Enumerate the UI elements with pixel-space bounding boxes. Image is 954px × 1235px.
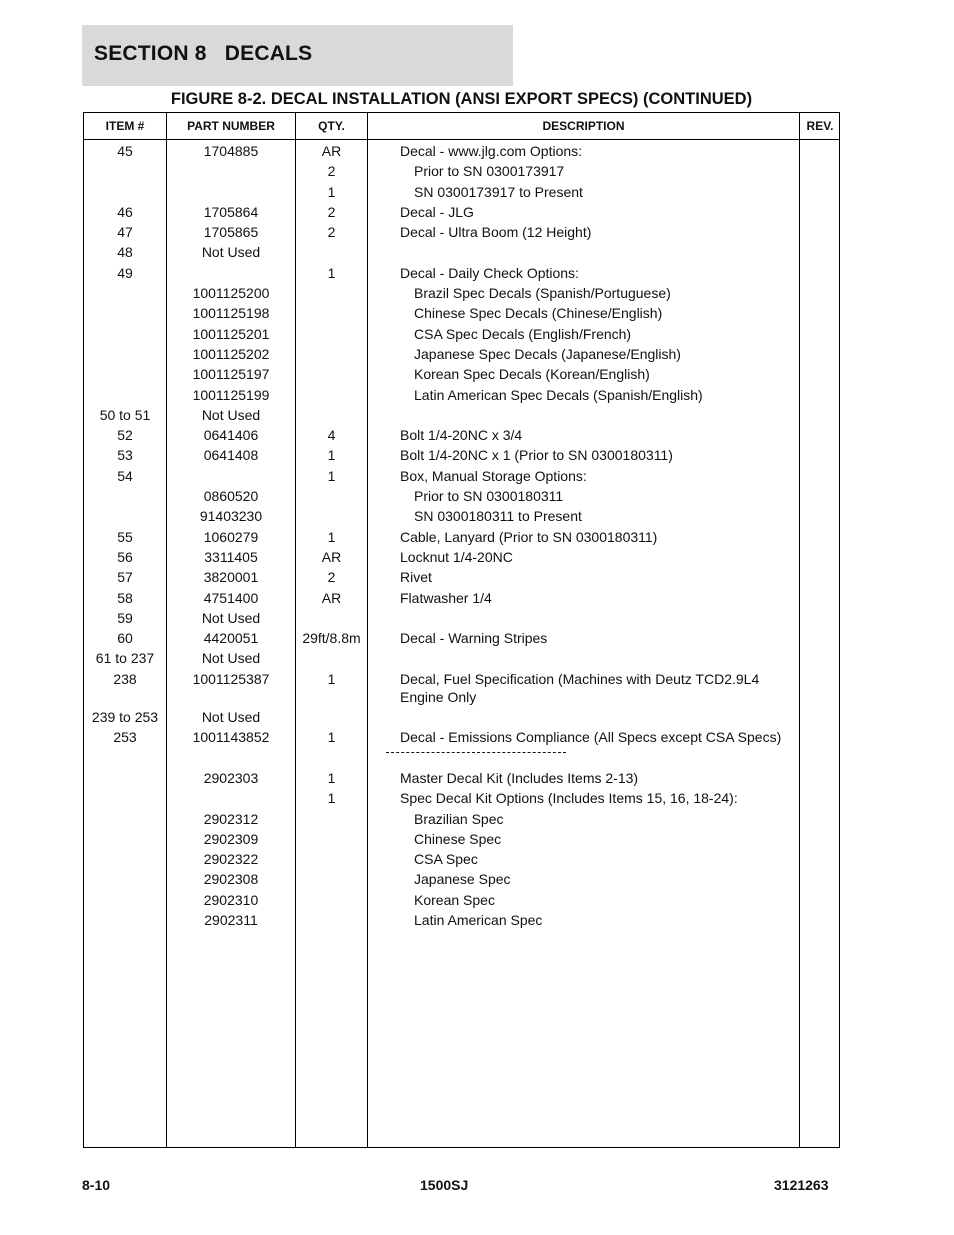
part-number-cell: 2902309 bbox=[203, 830, 259, 847]
item-cell: 48 bbox=[117, 244, 133, 261]
part-number-cell: 3311405 bbox=[204, 548, 258, 565]
table-row bbox=[84, 385, 839, 405]
description-cell: Decal - Daily Check Options: bbox=[400, 264, 579, 281]
part-number-cell: 1001125199 bbox=[192, 386, 270, 403]
part-number-cell: 2902322 bbox=[203, 851, 259, 868]
part-number-cell: 1001125387 bbox=[192, 670, 270, 687]
section-banner bbox=[82, 25, 513, 86]
description-cell: SN 0300180311 to Present bbox=[414, 508, 582, 525]
part-number-cell: 2902311 bbox=[204, 911, 258, 928]
item-cell: 60 bbox=[117, 630, 133, 647]
item-cell: 45 bbox=[117, 143, 133, 159]
table-row bbox=[84, 202, 839, 222]
description-cell: Decal - Emissions Compliance (All Specs except CSA Specs) bbox=[400, 729, 782, 746]
description-cell: Decal - www.jlg.com Options: bbox=[400, 143, 583, 159]
description-cell: Cable, Lanyard (Prior to SN 0300180311) bbox=[400, 528, 658, 545]
part-number-cell: 1060279 bbox=[203, 528, 259, 545]
description-cell: Bolt 1/4-20NC x 3/4 bbox=[400, 427, 523, 444]
qty-cell: 1 bbox=[327, 447, 336, 464]
table-row bbox=[84, 829, 839, 849]
description-cell: Latin American Spec Decals (Spanish/English) bbox=[414, 386, 703, 403]
header-item: ITEM # bbox=[105, 119, 145, 133]
table-row bbox=[84, 283, 839, 303]
part-number-cell: 0641406 bbox=[203, 427, 259, 444]
item-cell: 59 bbox=[117, 609, 133, 626]
qty-cell: AR bbox=[321, 589, 342, 606]
description-cell: Japanese Spec bbox=[414, 871, 511, 888]
qty-cell: 1 bbox=[327, 528, 336, 545]
part-number-cell: 1001125198 bbox=[192, 305, 270, 322]
table-row bbox=[84, 707, 839, 727]
description-cell: Box, Manual Storage Options: bbox=[400, 467, 587, 484]
description-cell bbox=[400, 242, 800, 243]
description-cell: Korean Spec Decals (Korean/English) bbox=[414, 366, 650, 383]
section-separator bbox=[84, 748, 839, 768]
description-cell bbox=[400, 608, 800, 609]
item-cell: 61 to 237 bbox=[95, 650, 155, 667]
item-cell: 49 bbox=[117, 264, 133, 281]
part-number-cell: 2902310 bbox=[203, 891, 259, 908]
qty-cell: AR bbox=[321, 143, 342, 159]
table-row bbox=[84, 527, 839, 547]
table-row bbox=[84, 890, 839, 910]
description-cell bbox=[400, 648, 800, 649]
description-cell: Decal - Warning Stripes bbox=[400, 630, 548, 647]
table-row bbox=[84, 486, 839, 506]
item-cell: 50 to 51 bbox=[99, 406, 151, 423]
description-cell: Rivet bbox=[400, 569, 432, 586]
item-cell: 58 bbox=[117, 589, 133, 606]
table-row bbox=[84, 344, 839, 364]
model-name: 1500SJ bbox=[420, 1177, 469, 1193]
part-number-cell: 1001143852 bbox=[192, 729, 270, 746]
description-cell: Bolt 1/4-20NC x 1 (Prior to SN 0300180311) bbox=[400, 447, 673, 464]
qty-cell: 1 bbox=[327, 769, 336, 786]
part-number-cell: 1001125202 bbox=[192, 345, 270, 362]
item-cell: 46 bbox=[117, 203, 133, 220]
description-cell bbox=[400, 405, 800, 406]
description-cell: Master Decal Kit (Includes Items 2-13) bbox=[400, 769, 639, 786]
table-row bbox=[84, 182, 839, 202]
table-row bbox=[84, 161, 839, 181]
description-cell: CSA Spec bbox=[414, 851, 478, 868]
document-number: 3121263 bbox=[774, 1177, 829, 1193]
qty-cell: 1 bbox=[327, 467, 336, 484]
table-row bbox=[84, 506, 839, 526]
part-number-cell: 1001125201 bbox=[192, 325, 270, 342]
table-row bbox=[84, 445, 839, 465]
header-description: DESCRIPTION bbox=[542, 119, 625, 133]
table-row bbox=[84, 141, 839, 161]
qty-cell: 2 bbox=[327, 203, 336, 220]
item-cell: 238 bbox=[113, 670, 137, 687]
description-cell: Chinese Spec bbox=[414, 830, 502, 847]
item-cell: 57 bbox=[117, 569, 133, 586]
section-title: SECTION 8 DECALS bbox=[94, 42, 313, 65]
table-row bbox=[84, 910, 839, 930]
table-row bbox=[84, 405, 839, 425]
part-number-cell: 4420051 bbox=[203, 630, 259, 647]
qty-cell: 1 bbox=[327, 183, 336, 200]
item-cell: 55 bbox=[117, 528, 133, 545]
description-cell: Decal - Ultra Boom (12 Height) bbox=[400, 224, 592, 241]
header-divider bbox=[84, 139, 839, 140]
qty-cell: 29ft/8.8m bbox=[302, 630, 361, 647]
table-row bbox=[84, 222, 839, 242]
table-row bbox=[84, 648, 839, 668]
part-number-cell: 3820001 bbox=[203, 569, 259, 586]
table-row bbox=[84, 869, 839, 889]
part-number-cell: 1705865 bbox=[203, 224, 259, 241]
table-row bbox=[84, 303, 839, 323]
qty-cell: 1 bbox=[327, 670, 336, 687]
table-row bbox=[84, 849, 839, 869]
part-number-cell: 0641408 bbox=[203, 447, 259, 464]
part-number-cell: Not Used bbox=[201, 709, 261, 726]
table-row bbox=[84, 588, 839, 608]
table-row bbox=[84, 466, 839, 486]
description-cell: Decal, Fuel Specification (Machines with Deutz TCD2.9L4 Engine Only bbox=[400, 670, 760, 705]
table-row bbox=[84, 263, 839, 283]
table-row bbox=[84, 608, 839, 628]
table-row bbox=[84, 425, 839, 445]
item-cell: 239 to 253 bbox=[91, 709, 159, 726]
table-row bbox=[84, 628, 839, 648]
part-number-cell: 1705864 bbox=[203, 203, 259, 220]
description-cell: Chinese Spec Decals (Chinese/English) bbox=[414, 305, 663, 322]
table-row bbox=[84, 669, 839, 707]
header-rev: REV. bbox=[806, 119, 834, 133]
header-qty: QTY. bbox=[318, 119, 345, 133]
qty-cell: 2 bbox=[327, 163, 336, 180]
description-cell: Japanese Spec Decals (Japanese/English) bbox=[414, 345, 681, 362]
part-number-cell: 2902308 bbox=[203, 871, 259, 888]
qty-cell: 1 bbox=[327, 729, 336, 746]
part-number-cell: Not Used bbox=[201, 609, 261, 626]
qty-cell: AR bbox=[321, 548, 342, 565]
table-row bbox=[84, 567, 839, 587]
table-row bbox=[84, 788, 839, 808]
qty-cell: 2 bbox=[327, 224, 336, 241]
item-cell: 56 bbox=[117, 548, 133, 565]
part-number-cell: 2902303 bbox=[203, 769, 259, 786]
item-cell: 253 bbox=[113, 729, 137, 746]
qty-cell: 1 bbox=[327, 264, 336, 281]
part-number-cell: Not Used bbox=[201, 244, 261, 261]
item-cell: 47 bbox=[117, 224, 133, 241]
description-cell: Korean Spec bbox=[414, 891, 495, 908]
part-number-cell: Not Used bbox=[201, 406, 261, 423]
description-cell bbox=[400, 707, 800, 708]
item-cell: 53 bbox=[117, 447, 133, 464]
part-number-cell: Not Used bbox=[201, 650, 261, 667]
dashed-divider bbox=[386, 752, 566, 754]
part-number-cell: 1001125200 bbox=[192, 285, 270, 302]
table-row bbox=[84, 727, 839, 747]
table-row bbox=[84, 547, 839, 567]
part-number-cell: 1001125197 bbox=[192, 366, 270, 383]
table-row bbox=[84, 768, 839, 788]
description-cell: CSA Spec Decals (English/French) bbox=[414, 325, 632, 342]
description-cell: Prior to SN 0300173917 bbox=[414, 163, 565, 180]
part-number-cell: 0860520 bbox=[203, 488, 259, 505]
qty-cell: 1 bbox=[327, 790, 336, 807]
item-cell: 54 bbox=[117, 467, 133, 484]
figure-title: FIGURE 8-2. DECAL INSTALLATION (ANSI EXPORT SPECS) (CONTINUED) bbox=[170, 90, 753, 108]
qty-cell: 4 bbox=[327, 427, 336, 444]
description-cell: Latin American Spec bbox=[414, 911, 543, 928]
table-row bbox=[84, 364, 839, 384]
description-cell: Prior to SN 0300180311 bbox=[414, 488, 564, 505]
part-number-cell: 1704885 bbox=[203, 143, 259, 159]
table-row bbox=[84, 809, 839, 829]
table-row bbox=[84, 242, 839, 262]
description-cell: Decal - JLG bbox=[400, 203, 474, 220]
table-row bbox=[84, 324, 839, 344]
description-cell: Brazil Spec Decals (Spanish/Portuguese) bbox=[414, 285, 671, 302]
part-number-cell: 91403230 bbox=[199, 508, 263, 525]
table-body bbox=[84, 141, 839, 930]
part-number-cell: 4751400 bbox=[203, 589, 259, 606]
header-part-number: PART NUMBER bbox=[187, 119, 275, 133]
qty-cell: 2 bbox=[327, 569, 336, 586]
item-cell: 52 bbox=[117, 427, 133, 444]
parts-table bbox=[83, 112, 840, 1148]
description-cell: Spec Decal Kit Options (Includes Items 15, 16, 18-24): bbox=[400, 790, 738, 807]
description-cell: Flatwasher 1/4 bbox=[400, 589, 492, 606]
description-cell: Brazilian Spec bbox=[414, 810, 504, 827]
page-number: 8-10 bbox=[82, 1177, 111, 1193]
description-cell: Locknut 1/4-20NC bbox=[400, 548, 513, 565]
description-cell: SN 0300173917 to Present bbox=[414, 183, 583, 200]
part-number-cell: 2902312 bbox=[203, 810, 259, 827]
